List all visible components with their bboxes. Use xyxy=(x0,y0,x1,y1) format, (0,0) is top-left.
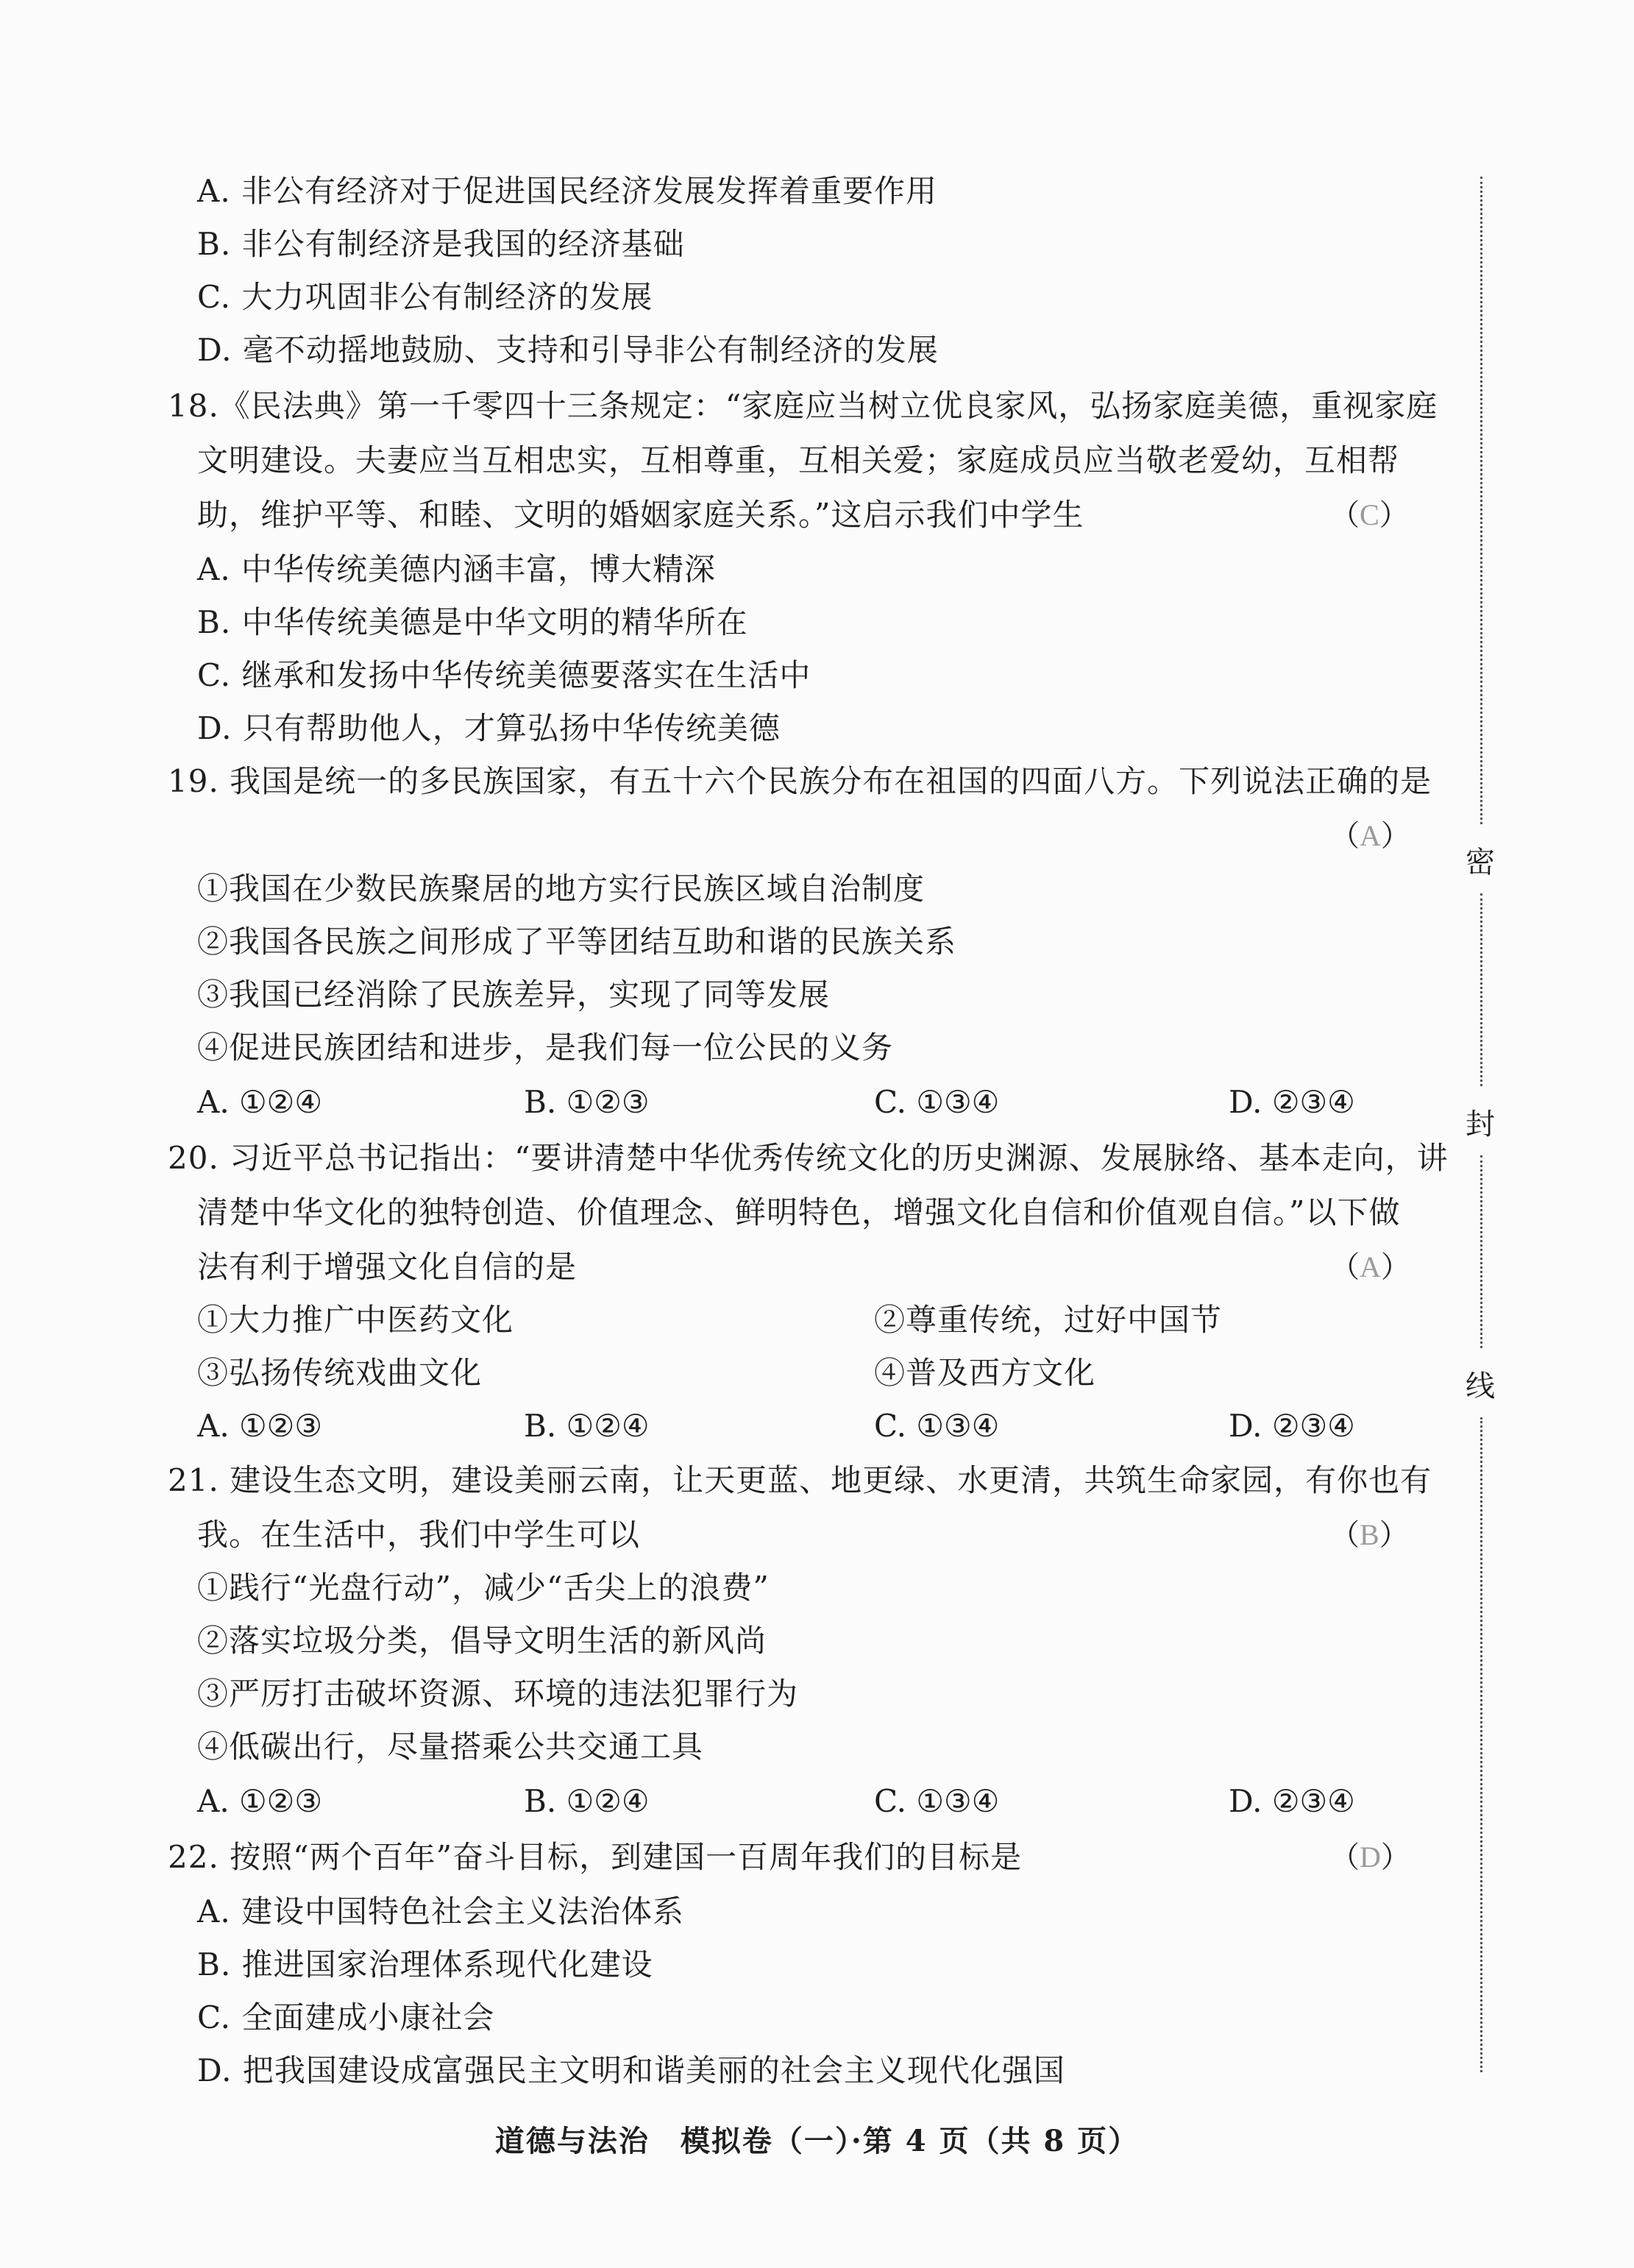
q17-option-a: A. 非公有经济对于促进国民经济发展发挥着重要作用 xyxy=(197,173,938,209)
q18-stem-line-1: 18.《民法典》第一千零四十三条规定：“家庭应当树立优良家风，弘扬家庭美德，重视家庭 xyxy=(168,388,1438,424)
q21-item-3: ③严厉打击破坏资源、环境的违法犯罪行为 xyxy=(197,1676,799,1712)
q19-choice-a: A. ①②④ xyxy=(197,1084,322,1120)
q18-stem-line-3: 助，维护平等、和睦、文明的婚姻家庭关系。”这启示我们中学生 xyxy=(197,497,1084,533)
q19-answer: A xyxy=(1360,819,1381,852)
q22-stem-line-1: 22. 按照“两个百年”奋斗目标，到建国一百周年我们的目标是 xyxy=(168,1839,1023,1875)
seal-char-mi: 密 xyxy=(1466,846,1495,879)
q20-stem-line-1: 20. 习近平总书记指出：“要讲清楚中华优秀传统文化的历史渊源、发展脉络、基本走向，讲 xyxy=(168,1140,1449,1176)
q21-choice-b: B. ①②④ xyxy=(524,1783,650,1819)
q21-choice-a: A. ①②③ xyxy=(197,1783,322,1819)
q18-answer-bracket: （C） xyxy=(1330,498,1409,532)
q20-stem-line-2: 清楚中华文化的独特创造、价值理念、鲜明特色，增强文化自信和价值观自信。”以下做 xyxy=(197,1194,1401,1230)
q19-choice-d: D. ②③④ xyxy=(1229,1084,1355,1120)
q20-item-3: ③弘扬传统戏曲文化 xyxy=(197,1355,483,1391)
q21-item-2: ②落实垃圾分类，倡导文明生活的新风尚 xyxy=(197,1623,767,1659)
page-footer: 道德与法治 模拟卷（一）·第 4 页（共 8 页） xyxy=(494,2124,1140,2158)
q21-stem-line-2: 我。在生活中，我们中学生可以 xyxy=(197,1517,641,1553)
q21-answer-bracket: （B） xyxy=(1330,1518,1409,1552)
q17-option-d: D. 毫不动摇地鼓励、支持和引导非公有制经济的发展 xyxy=(197,332,939,368)
q19-choice-b: B. ①②③ xyxy=(524,1084,650,1120)
q22-answer-bracket: （D） xyxy=(1330,1840,1410,1874)
q19-answer-bracket: （A） xyxy=(1330,819,1410,853)
q19-choice-c: C. ①③④ xyxy=(874,1084,1000,1120)
seal-dotted-line-3 xyxy=(1480,1155,1482,1348)
q19-item-3: ③我国已经消除了民族差异，实现了同等发展 xyxy=(197,977,831,1013)
q18-option-d: D. 只有帮助他人，才算弘扬中华传统美德 xyxy=(197,710,781,746)
q19-item-4: ④促进民族团结和进步，是我们每一位公民的义务 xyxy=(197,1030,894,1066)
q21-choice-c: C. ①③④ xyxy=(874,1783,1000,1819)
q22-option-c: C. 全面建成小康社会 xyxy=(197,1999,495,2035)
q18-stem-line-2: 文明建设。夫妻应当互相忠实，互相尊重，互相关爱；家庭成员应当敬老爱幼，互相帮 xyxy=(197,442,1400,478)
seal-dotted-line-2 xyxy=(1480,893,1482,1086)
q20-item-1: ①大力推广中医药文化 xyxy=(197,1302,514,1338)
q19-stem-line-1: 19. 我国是统一的多民族国家，有五十六个民族分布在祖国的四面八方。下列说法正确的是 xyxy=(168,763,1432,799)
q19-item-1: ①我国在少数民族聚居的地方实行民族区域自治制度 xyxy=(197,871,926,907)
seal-char-xian: 线 xyxy=(1466,1369,1495,1403)
q21-answer: B xyxy=(1360,1518,1379,1551)
q18-option-c: C. 继承和发扬中华传统美德要落实在生活中 xyxy=(197,657,811,693)
q20-item-4: ④普及西方文化 xyxy=(874,1355,1096,1391)
seal-char-feng: 封 xyxy=(1466,1108,1495,1141)
q18-answer: C xyxy=(1360,498,1379,531)
seal-dotted-line-4 xyxy=(1480,1417,1482,2072)
q17-option-c: C. 大力巩固非公有制经济的发展 xyxy=(197,279,653,315)
q20-choice-b: B. ①②④ xyxy=(524,1408,650,1444)
q20-item-2: ②尊重传统，过好中国节 xyxy=(874,1302,1223,1338)
q20-choice-d: D. ②③④ xyxy=(1229,1408,1355,1444)
q22-option-b: B. 推进国家治理体系现代化建设 xyxy=(197,1946,653,1982)
q17-option-b: B. 非公有制经济是我国的经济基础 xyxy=(197,226,685,262)
q21-choice-d: D. ②③④ xyxy=(1229,1783,1355,1819)
q18-option-b: B. 中华传统美德是中华文明的精华所在 xyxy=(197,604,748,640)
q20-choice-c: C. ①③④ xyxy=(874,1408,1000,1444)
q22-option-a: A. 建设中国特色社会主义法治体系 xyxy=(197,1893,685,1929)
q21-item-1: ①践行“光盘行动”，减少“舌尖上的浪费” xyxy=(197,1570,770,1606)
q21-stem-line-1: 21. 建设生态文明，建设美丽云南，让天更蓝、地更绿、水更清，共筑生命家园，有你也有 xyxy=(168,1462,1432,1498)
q21-item-4: ④低碳出行，尽量搭乘公共交通工具 xyxy=(197,1729,704,1765)
q19-item-2: ②我国各民族之间形成了平等团结互助和谐的民族关系 xyxy=(197,924,957,960)
q20-answer-bracket: （A） xyxy=(1330,1250,1410,1284)
q22-option-d: D. 把我国建设成富强民主文明和谐美丽的社会主义现代化强国 xyxy=(197,2052,1065,2088)
q18-option-a: A. 中华传统美德内涵丰富，博大精深 xyxy=(197,551,717,587)
q22-answer: D xyxy=(1360,1840,1381,1874)
seal-dotted-line-1 xyxy=(1480,177,1482,824)
q20-answer: A xyxy=(1360,1250,1381,1283)
q20-stem-line-3: 法有利于增强文化自信的是 xyxy=(197,1249,578,1285)
q20-choice-a: A. ①②③ xyxy=(197,1408,322,1444)
